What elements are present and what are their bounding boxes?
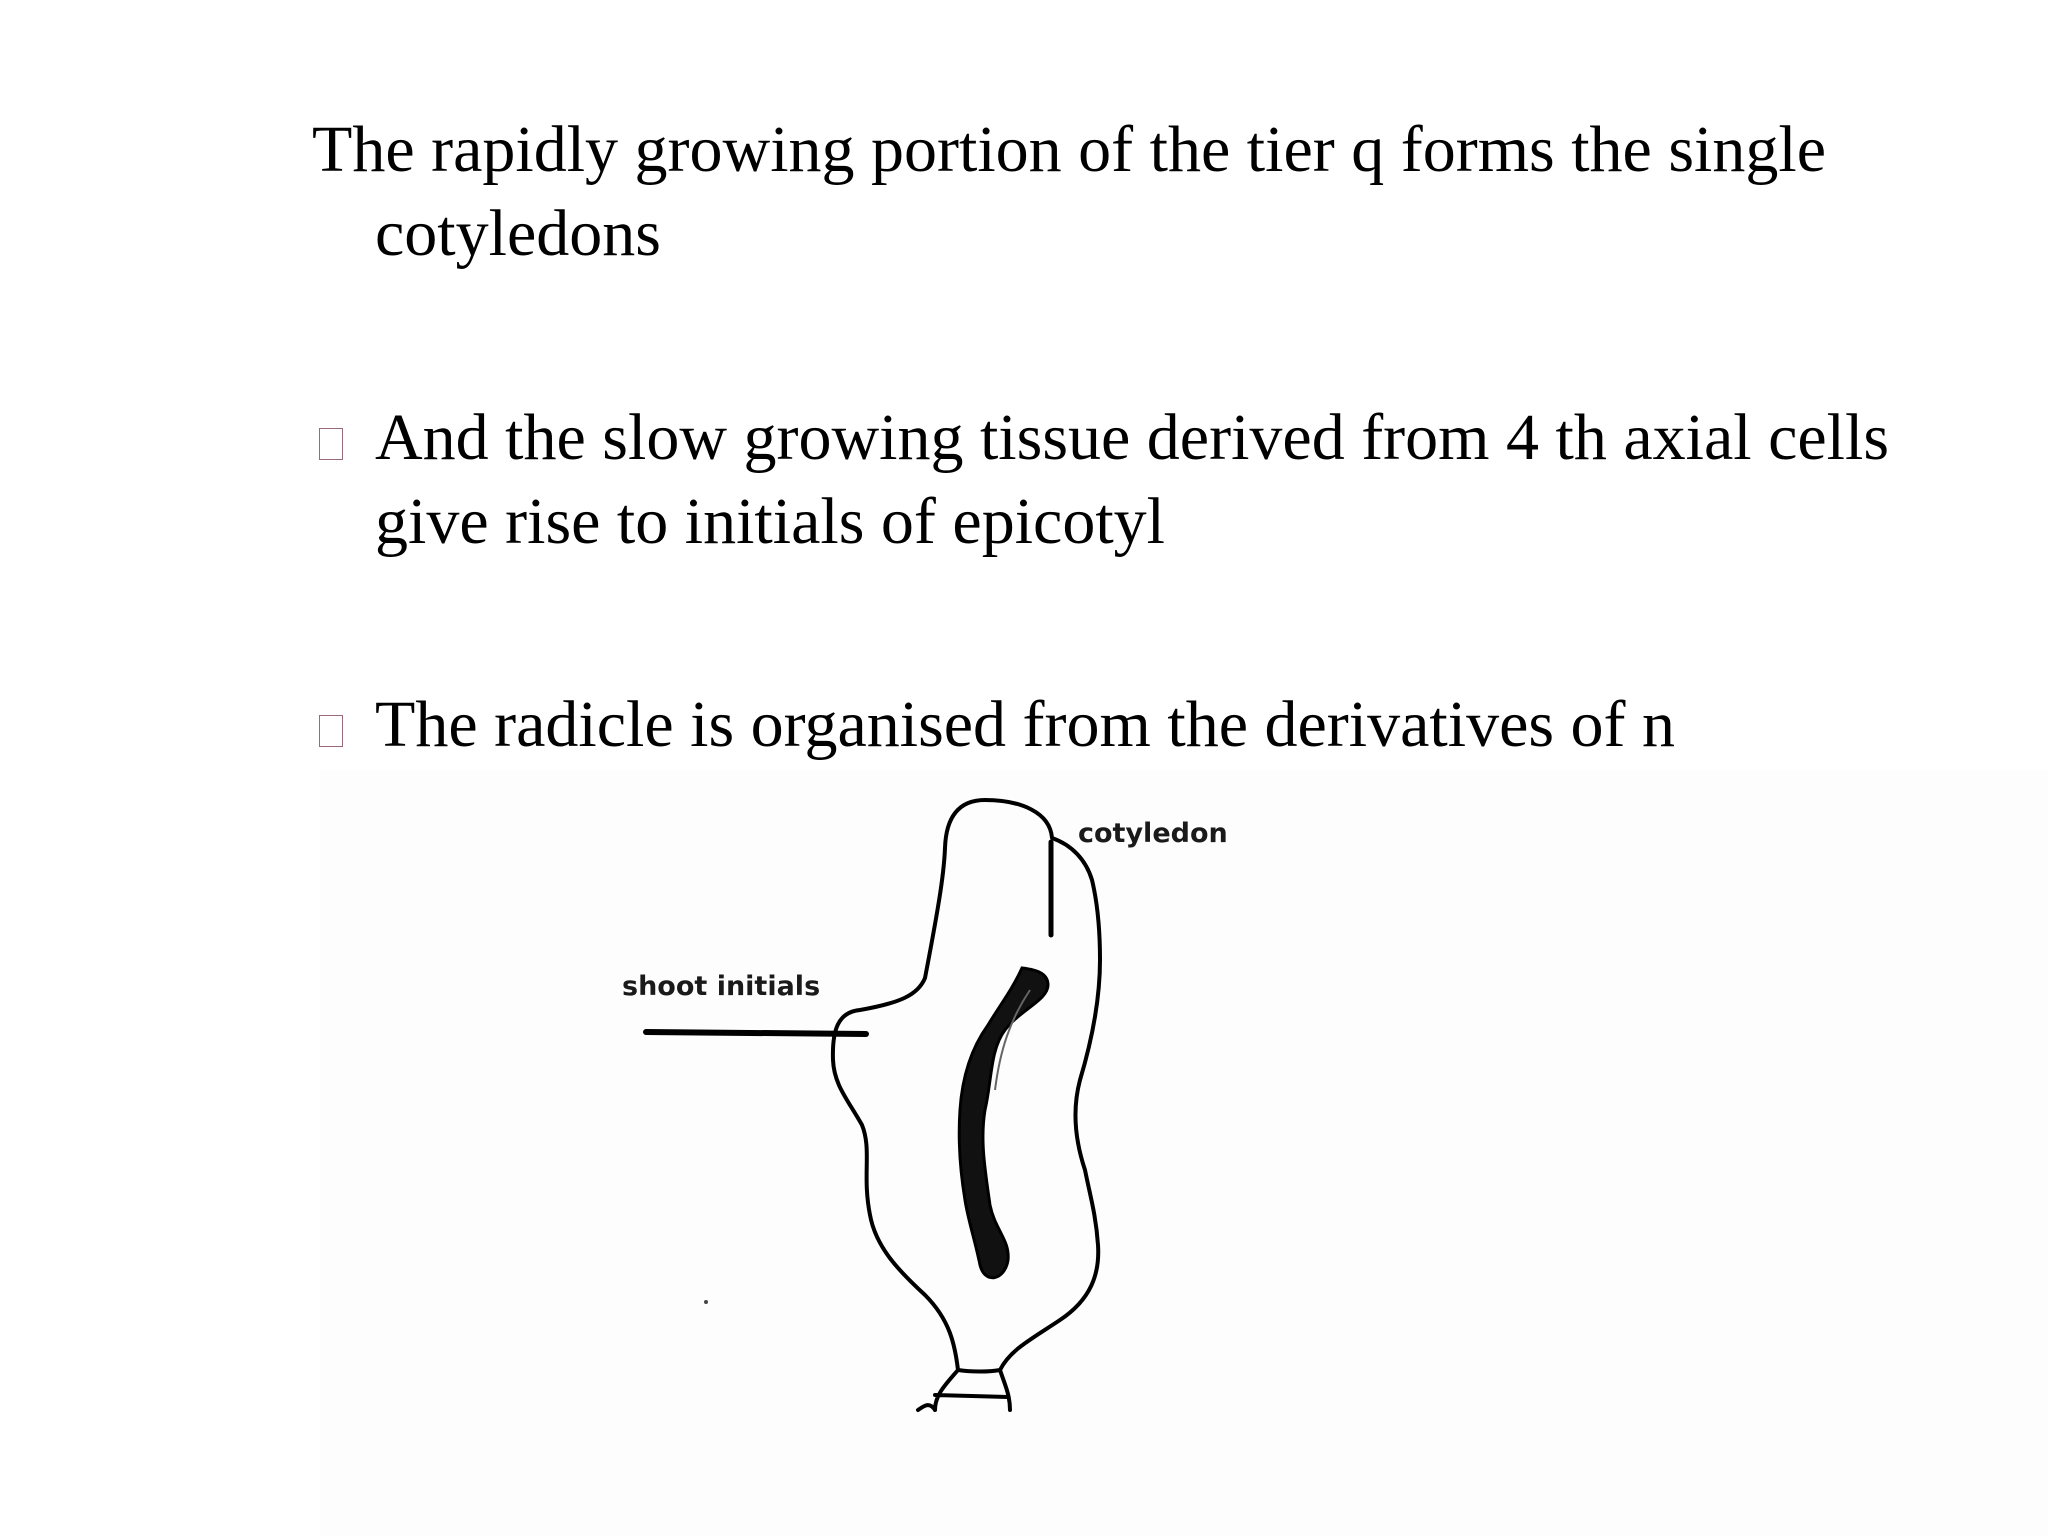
bullet-line: The radicle is organised from the derivatives of n <box>375 688 1676 761</box>
paragraph-line: cotyledons <box>375 197 661 270</box>
suspensor <box>918 1370 1010 1410</box>
cotyledon-label: cotyledon <box>1078 818 1228 849</box>
bullet-line: give rise to initials of epicotyl <box>375 485 1166 558</box>
bullet-line: And the slow growing tissue derived from 4 th axial cells <box>375 401 1890 474</box>
procambial-strand <box>959 968 1048 1278</box>
paragraph-line: The rapidly growing portion of the tier q forms the single <box>312 113 1827 186</box>
shoot-initials-pointer <box>646 1032 866 1034</box>
shoot-initials-label: shoot initials <box>622 971 821 1002</box>
stray-dot <box>704 1300 708 1304</box>
